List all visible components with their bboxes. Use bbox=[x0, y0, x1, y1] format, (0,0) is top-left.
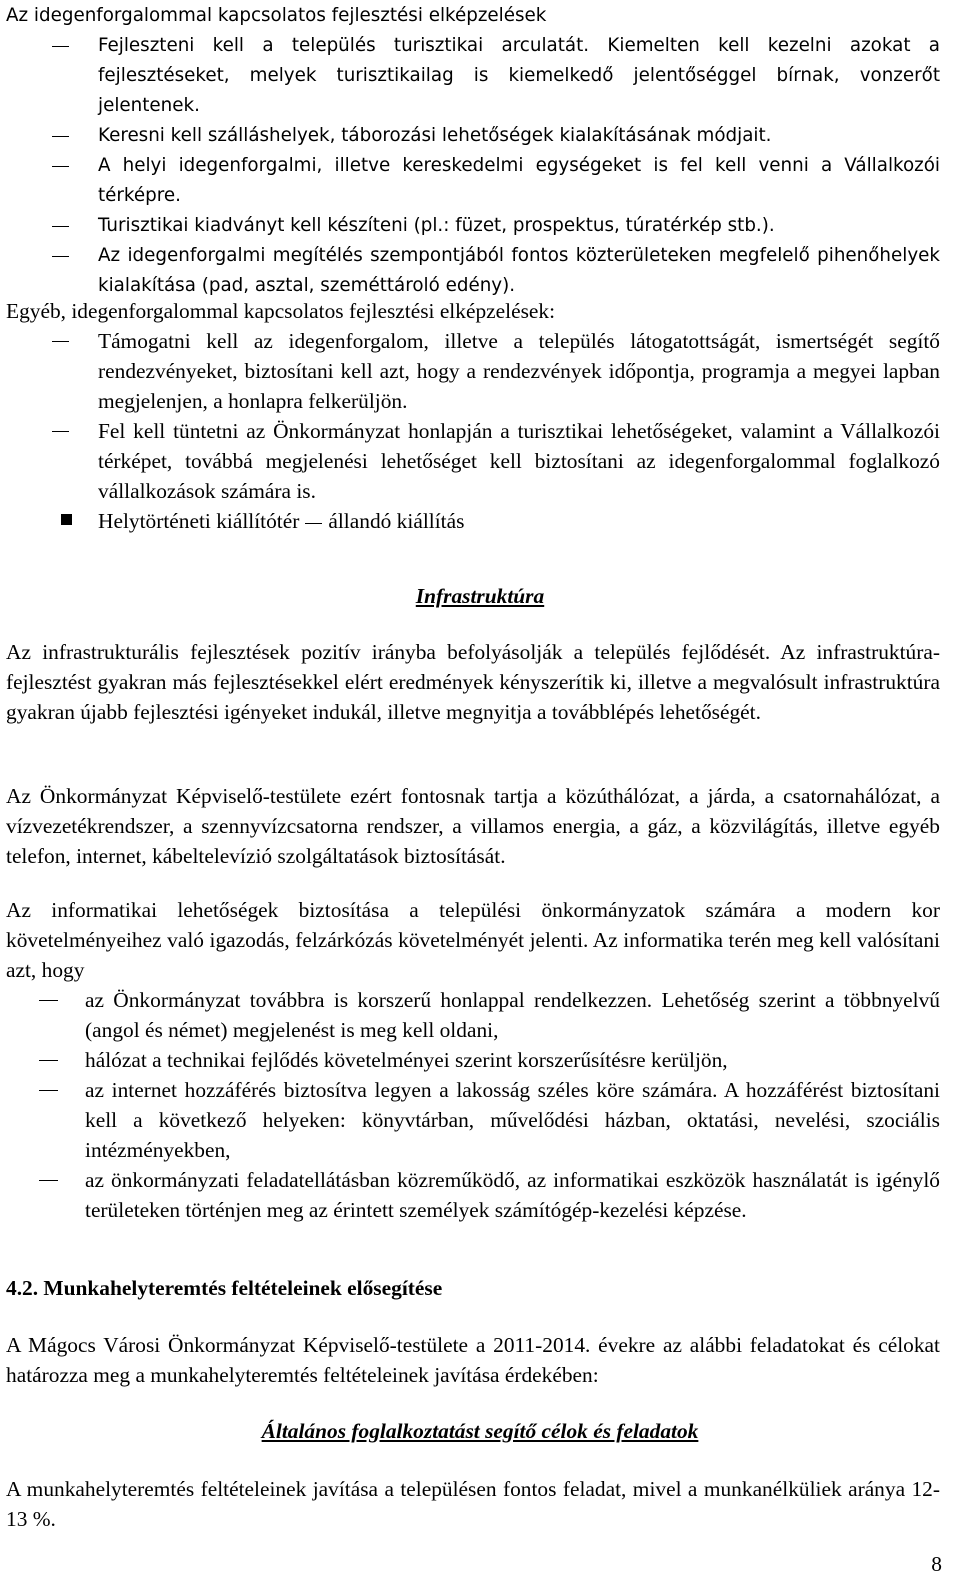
infra-paragraph-2: Az Önkormányzat Képviselő-testülete ezért fontosnak tartja a közúthálózat, a járda, a csatornahálózat, a vízvezetékrendszer, a szennyvízcsatorna rendszer, a villamos energia, a gáz, a közvilágítás, illetve egyéb telefon, internet, kábeltelevízió szolgáltatások biztosítását. bbox=[6, 784, 940, 868]
informatics-list bbox=[6, 985, 940, 1225]
infra-paragraph-3: Az informatikai lehetőségek biztosítása a települési önkormányzatok számára a modern kor követelményeihez való igazodás, felzárkózás követelményét jelenti. Az informatika terén meg kell valósítani azt, hogy bbox=[6, 898, 940, 982]
square-bullet-item: Helytörténeti kiállítótér állandó kiállítás bbox=[6, 506, 940, 536]
dash-bullet-icon bbox=[39, 1180, 58, 1181]
section-title: Egyéb, idegenforgalommal kapcsolatos fejlesztési elképzelések: bbox=[6, 299, 556, 323]
dash-bullet-icon bbox=[52, 46, 69, 47]
list-item: az internet hozzáférés biztosítva legyen a lakosság széles köre számára. A hozzáférést biztosítani kell a következő helyeken: könyvtárban, művelődési házban, oktatási, nevelési, szociális intézményekben, bbox=[6, 1075, 940, 1165]
list-item: Fel kell tüntetni az Önkormányzat honlapján a turisztikai lehetőségeket, valamint a Vállalkozói térképet, továbbá megjelenési lehetőséget kell biztosítani az idegenforgalommal foglalkozó vállalkozások számára is. bbox=[6, 416, 940, 506]
dash-bullet-icon bbox=[52, 341, 69, 342]
section-title: Az idegenforgalommal kapcsolatos fejlesztési elképzelések bbox=[6, 5, 547, 26]
other-tourism-plans-section bbox=[6, 296, 940, 536]
employment-paragraph-1: A Mágocs Városi Önkormányzat Képviselő-testülete a 2011-2014. évekre az alábbi feladatokat és célokat határozza meg a munkahelyteremtés feltételeinek javítása érdekében: bbox=[6, 1333, 940, 1387]
square-bullet-icon bbox=[61, 514, 72, 525]
list-item: Keresni kell szálláshelyek, táborozási lehetőségek kialakításának módjait. bbox=[6, 121, 940, 151]
dash-bullet-icon bbox=[39, 1060, 58, 1061]
list-item: az Önkormányzat továbbra is korszerű honlappal rendelkezzen. Lehetőség szerint a többnyelvű (angol és német) megjelenést is meg kell oldani, bbox=[6, 985, 940, 1045]
list-item: hálózat a technikai fejlődés követelményei szerint korszerűsítésre kerüljön, bbox=[6, 1045, 940, 1075]
dash-bullet-icon bbox=[52, 431, 69, 432]
dash-bullet-icon bbox=[52, 136, 69, 137]
list-item: Az idegenforgalmi megítélés szempontjából fontos közterületeken megfelelő pihenőhelyek kialakítása (pad, asztal, szeméttároló edény). bbox=[6, 241, 940, 301]
list-item: Fejleszteni kell a település turisztikai arculatát. Kiemelten kell kezelni azokat a fejlesztéseket, melyek turisztikailag is kiemelkedő jelentőséggel bírnak, vonzerőt jelentenek. bbox=[6, 31, 940, 121]
section-heading-4-2: 4.2. Munkahelyteremtés feltételeinek elősegítése bbox=[6, 1276, 443, 1300]
dash-bullet-icon bbox=[39, 1000, 58, 1001]
dash-bullet-icon bbox=[39, 1090, 58, 1091]
tourism-plans-section bbox=[6, 1, 940, 301]
list-item: Támogatni kell az idegenforgalom, illetve a település látogatottságát, ismertségét segítő rendezvényeket, biztosítani kell azt, hogy a rendezvények időpontja, programja a megyei lapban megjelenjen, a honlapra felkerüljön. bbox=[6, 326, 940, 416]
infrastructure-heading: Infrastruktúra bbox=[415, 584, 545, 608]
dash-icon bbox=[305, 523, 322, 524]
dash-bullet-icon bbox=[52, 256, 69, 257]
list-item: az önkormányzati feladatellátásban közreműködő, az informatikai eszközök használatát is igénylő területeken történjen meg az érintett személyek számítógép-kezelési képzése. bbox=[6, 1165, 940, 1225]
page-number: 8 bbox=[931, 1552, 942, 1576]
dash-bullet-icon bbox=[52, 166, 69, 167]
other-plans-list bbox=[6, 326, 940, 506]
employment-paragraph-2: A munkahelyteremtés feltételeinek javítása a településen fontos feladat, mivel a munkanélküliek aránya 12-13 %. bbox=[6, 1477, 940, 1531]
dash-bullet-icon bbox=[52, 226, 69, 227]
tourism-plans-list bbox=[6, 31, 940, 301]
infra-paragraph-1: Az infrastrukturális fejlesztések pozitív irányba befolyásolják a település fejlődését. Az infrastruktúra-fejlesztést gyakran más fejlesztésekkel elért eredmények kényszerítik ki, illetve a megvalósult infrastruktúra gyakran újabb fejlesztési igényeket indukál, illetve megnyitja a továbblépés lehetőségét. bbox=[6, 640, 940, 724]
list-item: Turisztikai kiadványt kell készíteni (pl.: füzet, prospektus, túratérkép stb.). bbox=[6, 211, 940, 241]
employment-subheading: Általános foglalkoztatást segítő célok és feladatok bbox=[261, 1419, 699, 1443]
list-item: A helyi idegenforgalmi, illetve kereskedelmi egységeket is fel kell venni a Vállalkozói térképre. bbox=[6, 151, 940, 211]
